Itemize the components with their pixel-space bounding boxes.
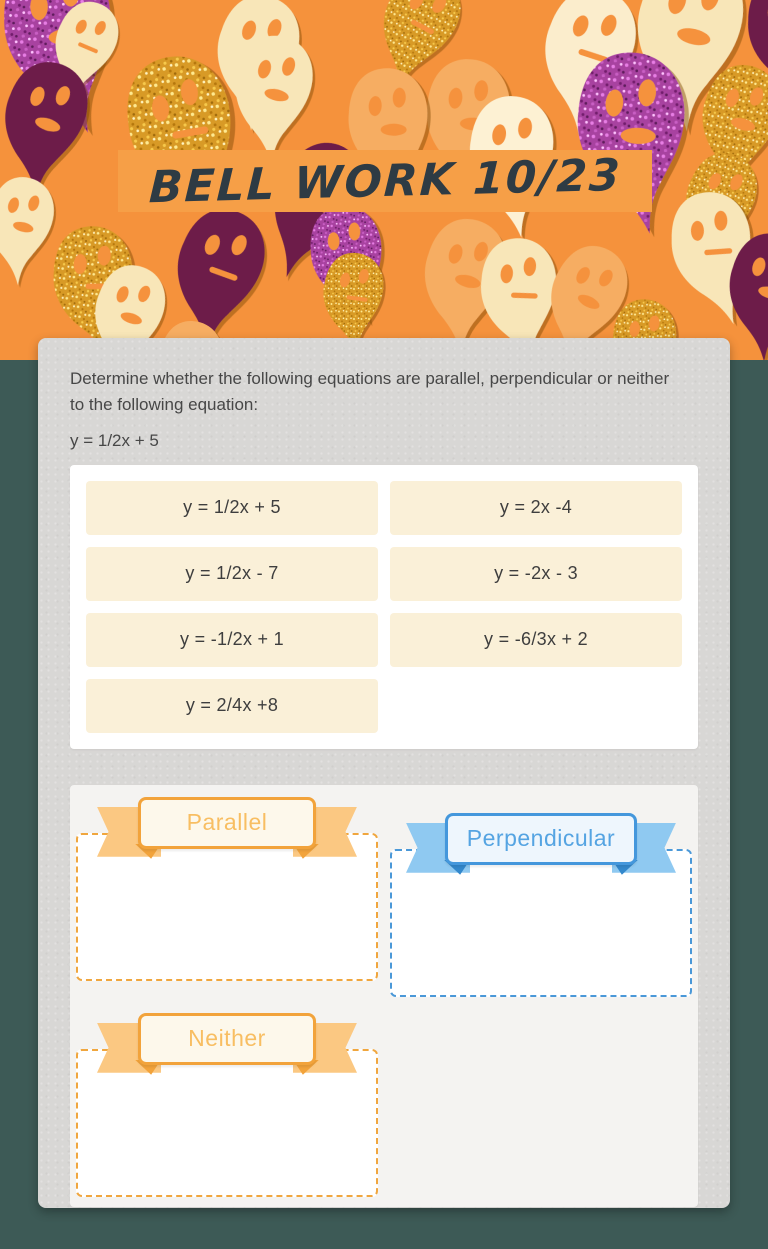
worksheet-sheet bbox=[38, 338, 730, 1208]
reference-equation: y = 1/2x + 5 bbox=[70, 430, 159, 450]
equation-card-5[interactable]: y = -1/2x + 1 bbox=[86, 613, 378, 667]
parallel-zone-block bbox=[76, 797, 378, 997]
equation-cards-grid bbox=[86, 481, 682, 733]
equation-card-7[interactable]: y = 2/4x +8 bbox=[86, 679, 378, 733]
parallel-ribbon bbox=[97, 797, 357, 849]
neither-zone-block bbox=[76, 1013, 378, 1197]
equation-cards-panel bbox=[70, 465, 698, 749]
equation-card-6[interactable]: y = -6/3x + 2 bbox=[390, 613, 682, 667]
perpendicular-ribbon bbox=[406, 813, 676, 865]
sorting-panel bbox=[70, 785, 698, 1207]
zone-row-top bbox=[76, 797, 692, 997]
perpendicular-zone-block bbox=[390, 813, 692, 997]
page-title: BELL WORK 10/23 bbox=[147, 149, 623, 213]
equation-card-2[interactable]: y = 2x -4 bbox=[390, 481, 682, 535]
halloween-header bbox=[0, 0, 768, 360]
neither-ribbon bbox=[97, 1013, 357, 1065]
perpendicular-label: Perpendicular bbox=[445, 813, 637, 865]
equation-card-3[interactable]: y = 1/2x - 7 bbox=[86, 547, 378, 601]
neither-label: Neither bbox=[138, 1013, 316, 1065]
equation-card-1[interactable]: y = 1/2x + 5 bbox=[86, 481, 378, 535]
question-prompt: Determine whether the following equations are parallel, perpendicular or neither to the following equation: bbox=[70, 369, 670, 415]
equation-card-4[interactable]: y = -2x - 3 bbox=[390, 547, 682, 601]
title-banner bbox=[118, 150, 652, 212]
parallel-label: Parallel bbox=[138, 797, 316, 849]
